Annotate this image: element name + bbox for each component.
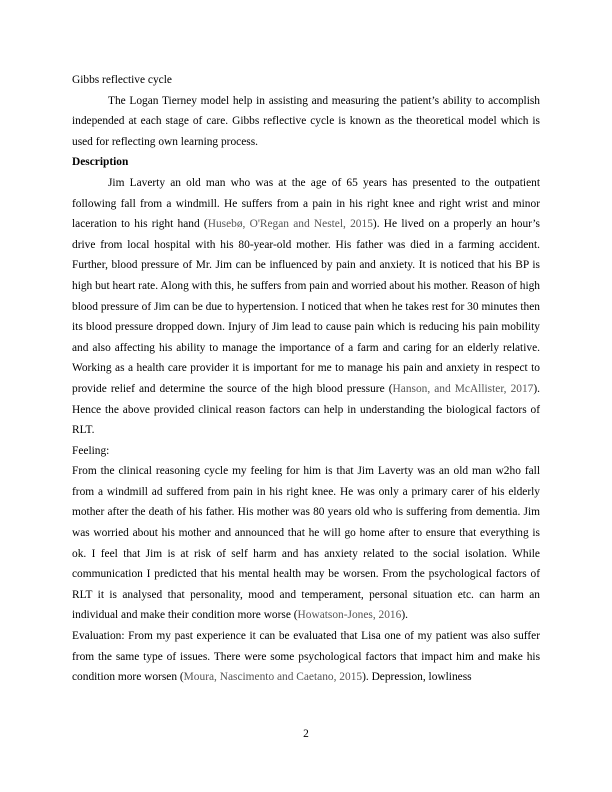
- section-title: Gibbs reflective cycle: [72, 74, 172, 86]
- citation: Moura, Nascimento and Caetano, 2015: [183, 671, 363, 684]
- description-text-3: ). Hence the above provided clinical reason factors can help in understanding the biological factors of RLT.: [72, 382, 541, 437]
- intro-paragraph: The Logan Tierney model help in assisting and measuring the patient’s ability to accomplish independed at each stage of care. Gibbs reflective cycle is known as the theoretical model which is used for reflecting own learning process.: [72, 94, 540, 148]
- description-text-1: Jim Laverty an old man who was at the age of 65 years has presented to the outpatient following fall from a windmill. He suffers from a pain in his right knee and right wrist and minor laceration to his right hand (: [72, 176, 540, 231]
- citation: Howatson-Jones, 2016: [297, 609, 402, 622]
- document-body: [72, 70, 540, 688]
- description-heading: Description: [72, 156, 129, 169]
- citation: Hanson, and McAllister, 2017: [392, 382, 534, 395]
- feeling-text-1: From the clinical reasoning cycle my feeling for him is that Jim Laverty was an old man w2ho fall from a windmill ad suffered from pain in his right knee. He was only a primary carer of his elderly mother after the death of his father. His mother was 80 years old who is suffering from dementia. Jim was worried about his mother and announced that he will go home after to ensure that everything is ok. I feel that Jim is at risk of self harm and has anxiety related to the social isolation. While communication I predicted that his mental health may be worsen. From the psychological factors of RLT it is analysed that personality, mood and temperament, personal situation etc. can harm an individual and make their condition more worse (: [72, 465, 540, 622]
- evaluation-text-1: Evaluation: From my past experience it can be evaluated that Lisa one of my patient was also suffer from the same type of issues. There were some psychological factors that impact him and make his condition more worsen (: [72, 630, 540, 684]
- evaluation-text-2: ). Depression, lowliness: [362, 671, 472, 684]
- feeling-text-2: ).: [401, 609, 408, 622]
- feeling-paragraph: [72, 461, 540, 626]
- page-number: 2: [303, 728, 309, 740]
- citation: Husebø, O'Regan and Nestel, 2015: [207, 218, 373, 231]
- feeling-heading: Feeling:: [72, 444, 110, 457]
- description-text-2: ). He lived on a properly an hour’s drive from local hospital with his 80-year-old mother. His father was died in a farming accident. Further, blood pressure of Mr. Jim can be influenced by pain and anxiety. It is noticed that his BP is high but heart rate. Along with this, he suffers from pain and worried about his mother. Reason of high blood pressure of Jim can be due to hypertension. I noticed that when he takes rest for 30 minutes then its blood pressure dropped down. Injury of Jim lead to cause pain which is reducing his pain mobility and also affecting his ability to manage the importance of a farm and caring for an elderly relative. Working as a health care provider it is important for me to manage his pain and anxiety in respect to provide relief and determine the source of the high blood pressure (: [72, 218, 540, 395]
- evaluation-paragraph: [72, 626, 540, 688]
- description-paragraph: [72, 173, 540, 441]
